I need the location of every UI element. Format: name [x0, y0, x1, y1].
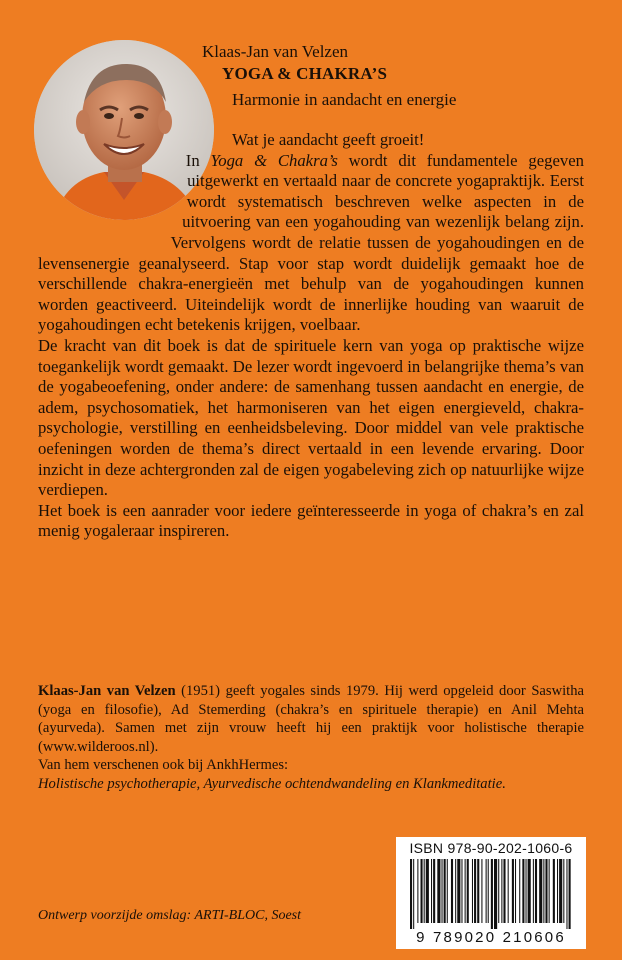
isbn-label: ISBN 978-90-202-1060-6	[409, 840, 573, 856]
blurb-in: In	[185, 150, 211, 170]
blurb-p1-rest: wordt dit fundamentele gegeven uitgewerkt en vertaald naar de concrete yogapraktijk. Eerst wordt systematisch beschreven welke aspecten in de uitvoering van een yogahouding van wezenlijk belang zijn. Vervolgens wordt de relatie tussen de yogahoudingen en de levensenergie geanalyseerd. Stap voor stap wordt duidelijk gemaakt hoe de verschillende chakra-energieën met behulp van de yogahoudingen kunnen worden geactiveerd. Uiteindelijk wordt de innerlijke houding van waaruit de yogahoudingen echt betekenis krijgen, voelbaar.	[38, 150, 584, 335]
book-subtitle: Harmonie in aandacht en energie	[232, 90, 457, 109]
author-bio	[38, 682, 584, 794]
isbn-digits: 9 789020 210606	[416, 929, 566, 946]
blurb-lead: Wat je aandacht geeft groeit!	[232, 130, 425, 149]
isbn-barcode	[396, 837, 586, 949]
book-title: YOGA & CHAKRA’S	[222, 64, 388, 83]
blurb	[38, 130, 584, 542]
bio-author-name: Klaas-Jan van Velzen	[38, 683, 176, 699]
bio-text: (1951) geeft yogales sinds 1979. Hij werd opgeleid door Saswitha (yoga en filosofie), Ad Stemerding (chakra’s en spirituele therapie) en Anil Mehta (ayurveda). Samen met zijn vrouw heeft hij een praktijk voor holistische therapie (www.wilderoos.nl).	[38, 683, 585, 755]
blurb-paragraph-2: De kracht van dit boek is dat de spirituele kern van yoga op praktische wijze toegankelijk wordt gemaakt. De lezer wordt ingevoerd in belangrijke thema’s van de yogabeoefening, onder andere: de samenhang tussen aandacht en energie, de adem, psychosomatiek, het harmoniseren van het eigen energieveld, chakra-psychologie, verstilling en eenheidsbeleving. Door middel van vele praktische oefeningen worden de thema’s direct vertaald in een levende ervaring. Door inzicht in deze achtergronden zal de eigen yogabeleving zich op natuurlijke wijze verdiepen.	[38, 335, 584, 500]
blurb-book-title: Yoga & Chakra’s	[210, 150, 338, 170]
author-name-top: Klaas-Jan van Velzen	[202, 42, 349, 61]
bio-also-line: Van hem verschenen ook bij AnkhHermes:	[38, 757, 289, 774]
barcode-bars	[408, 859, 574, 929]
cover-design-credit: Ontwerp voorzijde omslag: ARTI-BLOC, Soest	[38, 908, 302, 923]
blurb-paragraph-1	[38, 130, 584, 336]
blurb-paragraph-3: Het boek is een aanrader voor iedere geïnteresseerde in yoga of chakra’s en zal menig yogaleraar inspireren.	[38, 500, 584, 541]
bio-paragraph	[38, 682, 584, 756]
bio-other-titles: Holistische psychotherapie, Ayurvedische ochtendwandeling en Klankmeditatie.	[38, 775, 506, 792]
